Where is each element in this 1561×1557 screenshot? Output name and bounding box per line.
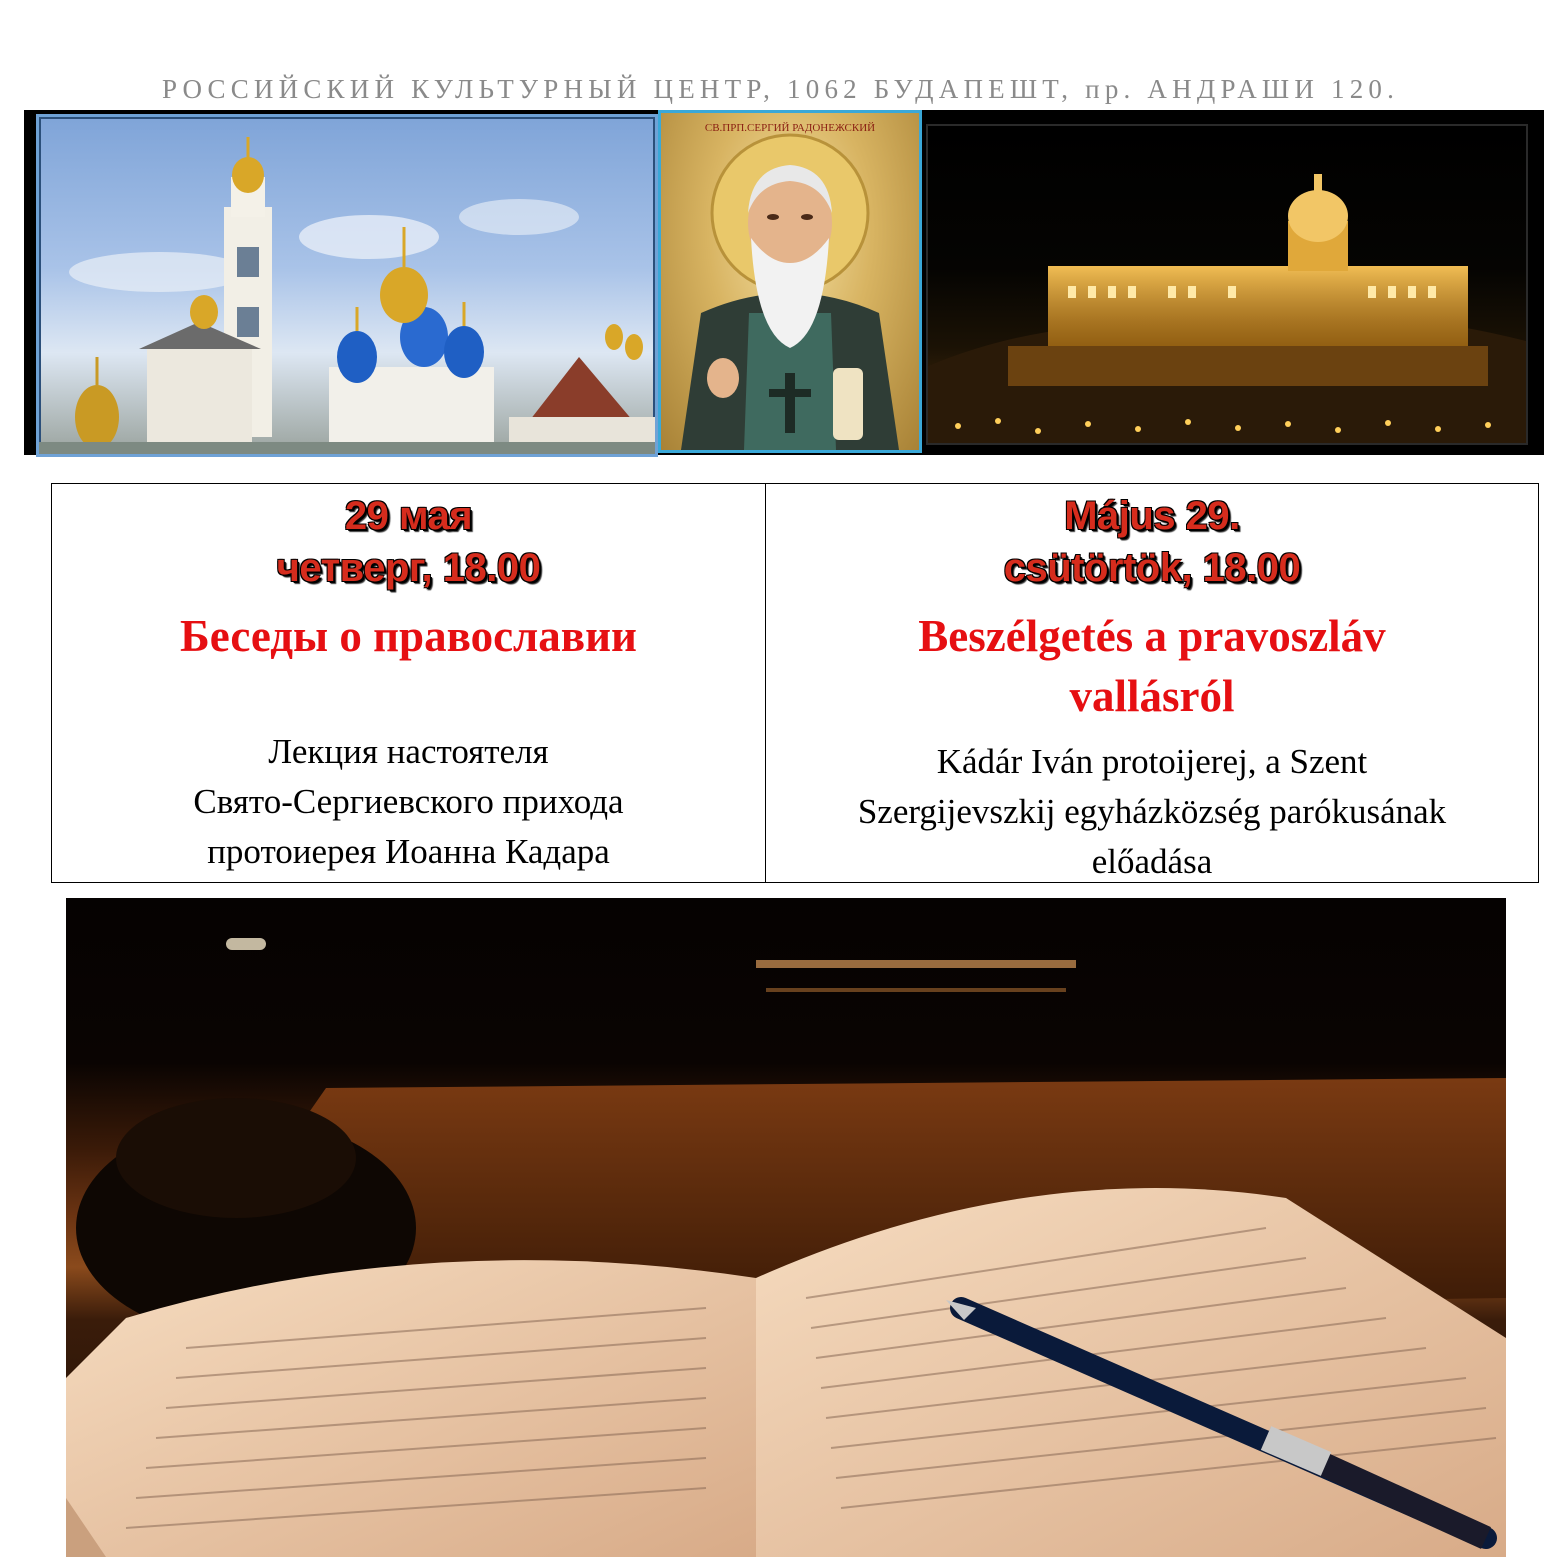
- event-weekday-time-hu: csütörtök, 18.00: [1003, 546, 1301, 590]
- event-description-ru-line1: Лекция настоятеля: [268, 732, 549, 771]
- event-title-hu-line2: vallásról: [1069, 671, 1235, 721]
- open-book-with-pen-photo: [66, 898, 1506, 1557]
- event-hungarian-column: [766, 484, 1538, 882]
- lavra-illustration: [39, 117, 655, 454]
- event-description-ru-line2: Свято-Сергиевского прихода: [193, 782, 624, 821]
- photo-banner: [24, 110, 1544, 455]
- center-address-header: РОССИЙСКИЙ КУЛЬТУРНЫЙ ЦЕНТР, 1062 БУДАПЕШТ, пр. АНДРАШИ 120.: [161, 74, 1400, 104]
- event-title-ru: Беседы о православии: [180, 611, 637, 661]
- saint-icon-illustration: [661, 113, 919, 450]
- event-title-hu-line1: Beszélgetés a pravoszláv: [918, 611, 1386, 661]
- event-date-ru: 29 мая: [344, 494, 473, 538]
- event-table: [51, 483, 1539, 883]
- castle-illustration: [928, 126, 1526, 443]
- event-description-hu-line1: Kádár Iván protoijerej, a Szent: [936, 742, 1368, 781]
- book-illustration: [66, 898, 1506, 1557]
- saint-icon-painting: [658, 110, 922, 453]
- icon-inscription: СВ.ПРП.СЕРГИЙ РАДОНЕЖСКИЙ: [704, 122, 876, 134]
- event-description-hu-line2: Szergijevszkij egyházközség parókusának: [857, 792, 1447, 831]
- event-weekday-time-ru: четверг, 18.00: [276, 546, 541, 590]
- lavra-photo: [36, 114, 658, 457]
- event-description-ru-line3: протоиерея Иоанна Кадара: [207, 832, 610, 871]
- event-description-hu-line3: előadása: [1091, 842, 1213, 881]
- buda-castle-night-photo: [926, 124, 1528, 445]
- event-date-hu: Május 29.: [1064, 494, 1240, 538]
- event-russian-column: [52, 484, 766, 882]
